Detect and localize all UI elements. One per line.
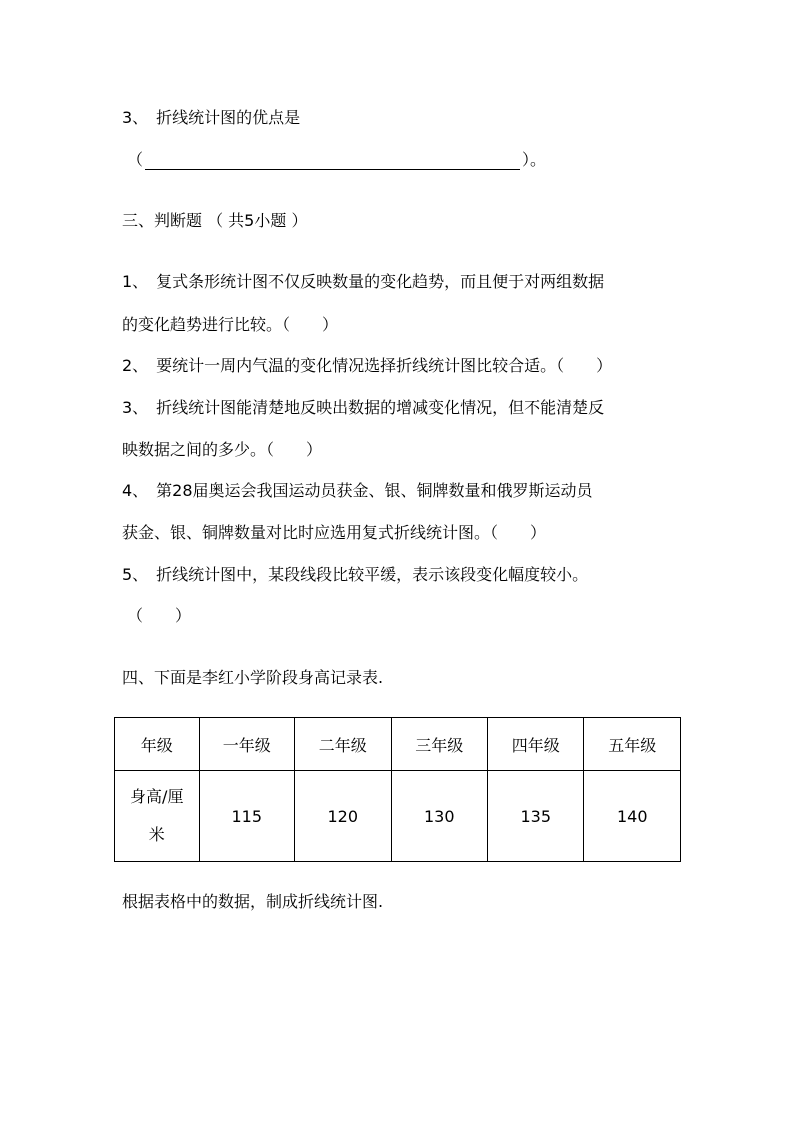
judge-item-5-line1: 5、 折线统计图中，某段线段比较平缓，表示该段变化幅度较小。 [122,565,589,584]
judge-item-3-line2: 映数据之间的多少。（ ） [122,440,323,459]
height-value-cell: 130 [391,771,487,862]
judge-item-5-line2: （ ） [127,606,192,625]
section4-heading: 四、下面是李红小学阶段身高记录表. [122,668,384,687]
height-record-table [114,717,681,862]
judge-item-4-line1: 4、 第28届奥运会我国运动员获金、银、铜牌数量和俄罗斯运动员 [122,481,593,500]
judge-item-4-line2: 获金、银、铜牌数量对比时应选用复式折线统计图。（ ） [122,523,547,542]
table-header-row [115,718,681,771]
height-value-cell: 115 [199,771,295,862]
judge-item-2-line1: 2、 要统计一周内气温的变化情况选择折线统计图比较合适。（ ） [122,356,613,375]
table-header-cell: 二年级 [295,718,391,771]
blank-open-paren: （ [127,150,144,169]
table-header-cell: 四年级 [487,718,583,771]
judge-item-3-line1: 3、 折线统计图能清楚地反映出数据的增减变化情况，但不能清楚反 [122,398,605,417]
q3-answer-blank[interactable] [127,150,546,170]
judge-item-1-line2: 的变化趋势进行比较。（ ） [122,315,339,334]
height-value-cell: 140 [584,771,681,862]
row-label-height [115,771,200,862]
table-header-cell: 一年级 [199,718,295,771]
judge-item-1-line1: 1、 复式条形统计图不仅反映数量的变化趋势，而且便于对两组数据 [122,272,605,291]
q3-prompt: 3、 折线统计图的优点是 [122,108,301,127]
section3-heading: 三、判断题 （ 共5小题 ） [122,211,308,230]
table-header-cell: 五年级 [584,718,681,771]
height-value-cell: 135 [487,771,583,862]
blank-close-paren: ）。 [522,150,547,169]
height-value-cell: 120 [295,771,391,862]
row-label-line2: 米 [148,825,165,844]
table-header-cell: 三年级 [391,718,487,771]
answer-underline[interactable] [145,153,520,170]
table-header-cell: 年级 [115,718,200,771]
row-label-line1: 身高/厘 [130,787,184,806]
table-row [115,771,681,862]
section4-instruction: 根据表格中的数据，制成折线统计图. [122,892,384,911]
